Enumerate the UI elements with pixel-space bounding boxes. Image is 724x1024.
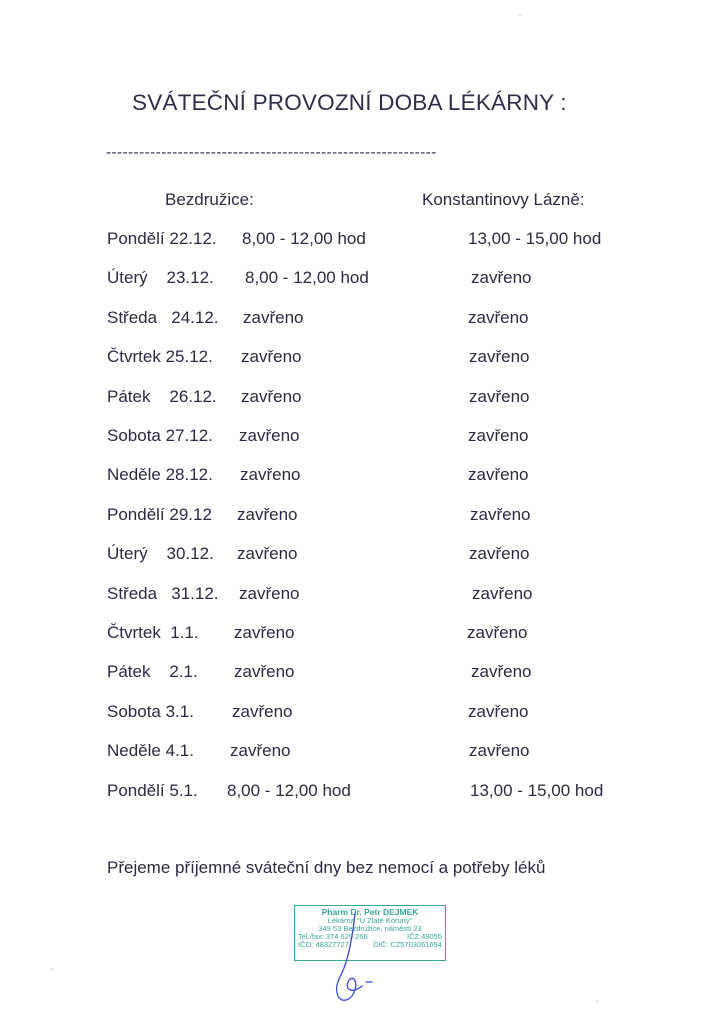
day-label: Čtvrtek 1.1. (107, 623, 199, 642)
day-label: Sobota 3.1. (107, 702, 194, 721)
schedule-row (0, 584, 724, 608)
stamp-name: Pharm Dr. Petr DEJMEK (321, 907, 419, 917)
konstantinovy-lazne-hours: zavřeno (472, 584, 533, 603)
konstantinovy-lazne-hours: zavřeno (469, 347, 530, 366)
scan-speck (519, 14, 521, 16)
konstantinovy-lazne-hours: zavřeno (471, 662, 532, 681)
stamp-dic: DIČ: CZ5703061694 (373, 939, 442, 949)
bezdruzice-hours: 8,00 - 12,00 hod (242, 229, 366, 248)
konstantinovy-lazne-hours: zavřeno (468, 308, 529, 327)
schedule-row (0, 781, 724, 805)
konstantinovy-lazne-hours: 13,00 - 15,00 hod (470, 781, 604, 800)
bezdruzice-hours: zavřeno (243, 308, 304, 327)
stamp-pharmacy: Lékárna "U Zlaté Koruny" (327, 915, 413, 925)
day-label: Pondělí 22.12. (107, 229, 217, 248)
bezdruzice-hours: zavřeno (234, 662, 295, 681)
schedule-row (0, 505, 724, 529)
page-title: SVÁTEČNÍ PROVOZNÍ DOBA LÉKÁRNY : (132, 90, 567, 115)
bezdruzice-hours: zavřeno (230, 741, 291, 760)
day-label: Středa 31.12. (107, 584, 219, 603)
bezdruzice-hours: zavřeno (241, 387, 302, 406)
konstantinovy-lazne-hours: zavřeno (471, 268, 532, 287)
day-label: Pátek 26.12. (107, 387, 217, 406)
scan-speck (596, 1000, 598, 1002)
schedule-row (0, 623, 724, 647)
bezdruzice-hours: zavřeno (237, 505, 298, 524)
day-label: Úterý 23.12. (107, 268, 214, 287)
day-label: Neděle 4.1. (107, 741, 194, 760)
stamp-address: 349 53 Bezdružice, náměstí 23 (318, 923, 422, 933)
bezdruzice-hours: zavřeno (239, 426, 300, 445)
divider-line: ------------------------------------------------------------ (106, 144, 437, 161)
greeting-text: Přejeme příjemné sváteční dny bez nemocí a potřeby léků (107, 858, 546, 877)
konstantinovy-lazne-hours: 13,00 - 15,00 hod (468, 229, 602, 248)
konstantinovy-lazne-hours: zavřeno (468, 426, 529, 445)
bezdruzice-hours: zavřeno (240, 465, 301, 484)
konstantinovy-lazne-hours: zavřeno (467, 623, 528, 642)
day-label: Středa 24.12. (107, 308, 219, 327)
day-label: Čtvrtek 25.12. (107, 347, 213, 366)
konstantinovy-lazne-hours: zavřeno (470, 505, 531, 524)
column-header-konstantinovy-lazne: Konstantinovy Lázně: (422, 190, 585, 209)
konstantinovy-lazne-hours: zavřeno (468, 465, 529, 484)
day-label: Neděle 28.12. (107, 465, 213, 484)
konstantinovy-lazne-hours: zavřeno (469, 544, 530, 563)
stamp-icz: IČZ:49055 (406, 931, 442, 941)
day-label: Sobota 27.12. (107, 426, 213, 445)
day-label: Pátek 2.1. (107, 662, 198, 681)
schedule-row (0, 465, 724, 489)
schedule-row (0, 702, 724, 726)
schedule-row (0, 268, 724, 292)
bezdruzice-hours: 8,00 - 12,00 hod (245, 268, 369, 287)
day-label: Pondělí 5.1. (107, 781, 198, 800)
schedule-row (0, 544, 724, 568)
bezdruzice-hours: zavřeno (232, 702, 293, 721)
schedule-row (0, 741, 724, 765)
stamp-tel: Tel./fax: 374 629 266 (298, 931, 368, 941)
stamp-ico: IČO: 48327727 (298, 939, 349, 949)
schedule-row (0, 426, 724, 450)
schedule-row (0, 229, 724, 253)
schedule-row (0, 347, 724, 371)
bezdruzice-hours: zavřeno (234, 623, 295, 642)
schedule-row (0, 387, 724, 411)
bezdruzice-hours: zavřeno (237, 544, 298, 563)
konstantinovy-lazne-hours: zavřeno (468, 702, 529, 721)
signature (322, 912, 382, 1012)
schedule-row (0, 308, 724, 332)
day-label: Úterý 30.12. (107, 544, 214, 563)
bezdruzice-hours: 8,00 - 12,00 hod (227, 781, 351, 800)
signature-stroke (337, 914, 372, 1000)
schedule-row (0, 662, 724, 686)
day-label: Pondělí 29.12 (107, 505, 212, 524)
bezdruzice-hours: zavřeno (239, 584, 300, 603)
scan-speck (51, 968, 53, 970)
column-header-bezdruzice: Bezdružice: (165, 190, 254, 209)
bezdruzice-hours: zavřeno (241, 347, 302, 366)
konstantinovy-lazne-hours: zavřeno (469, 741, 530, 760)
konstantinovy-lazne-hours: zavřeno (469, 387, 530, 406)
